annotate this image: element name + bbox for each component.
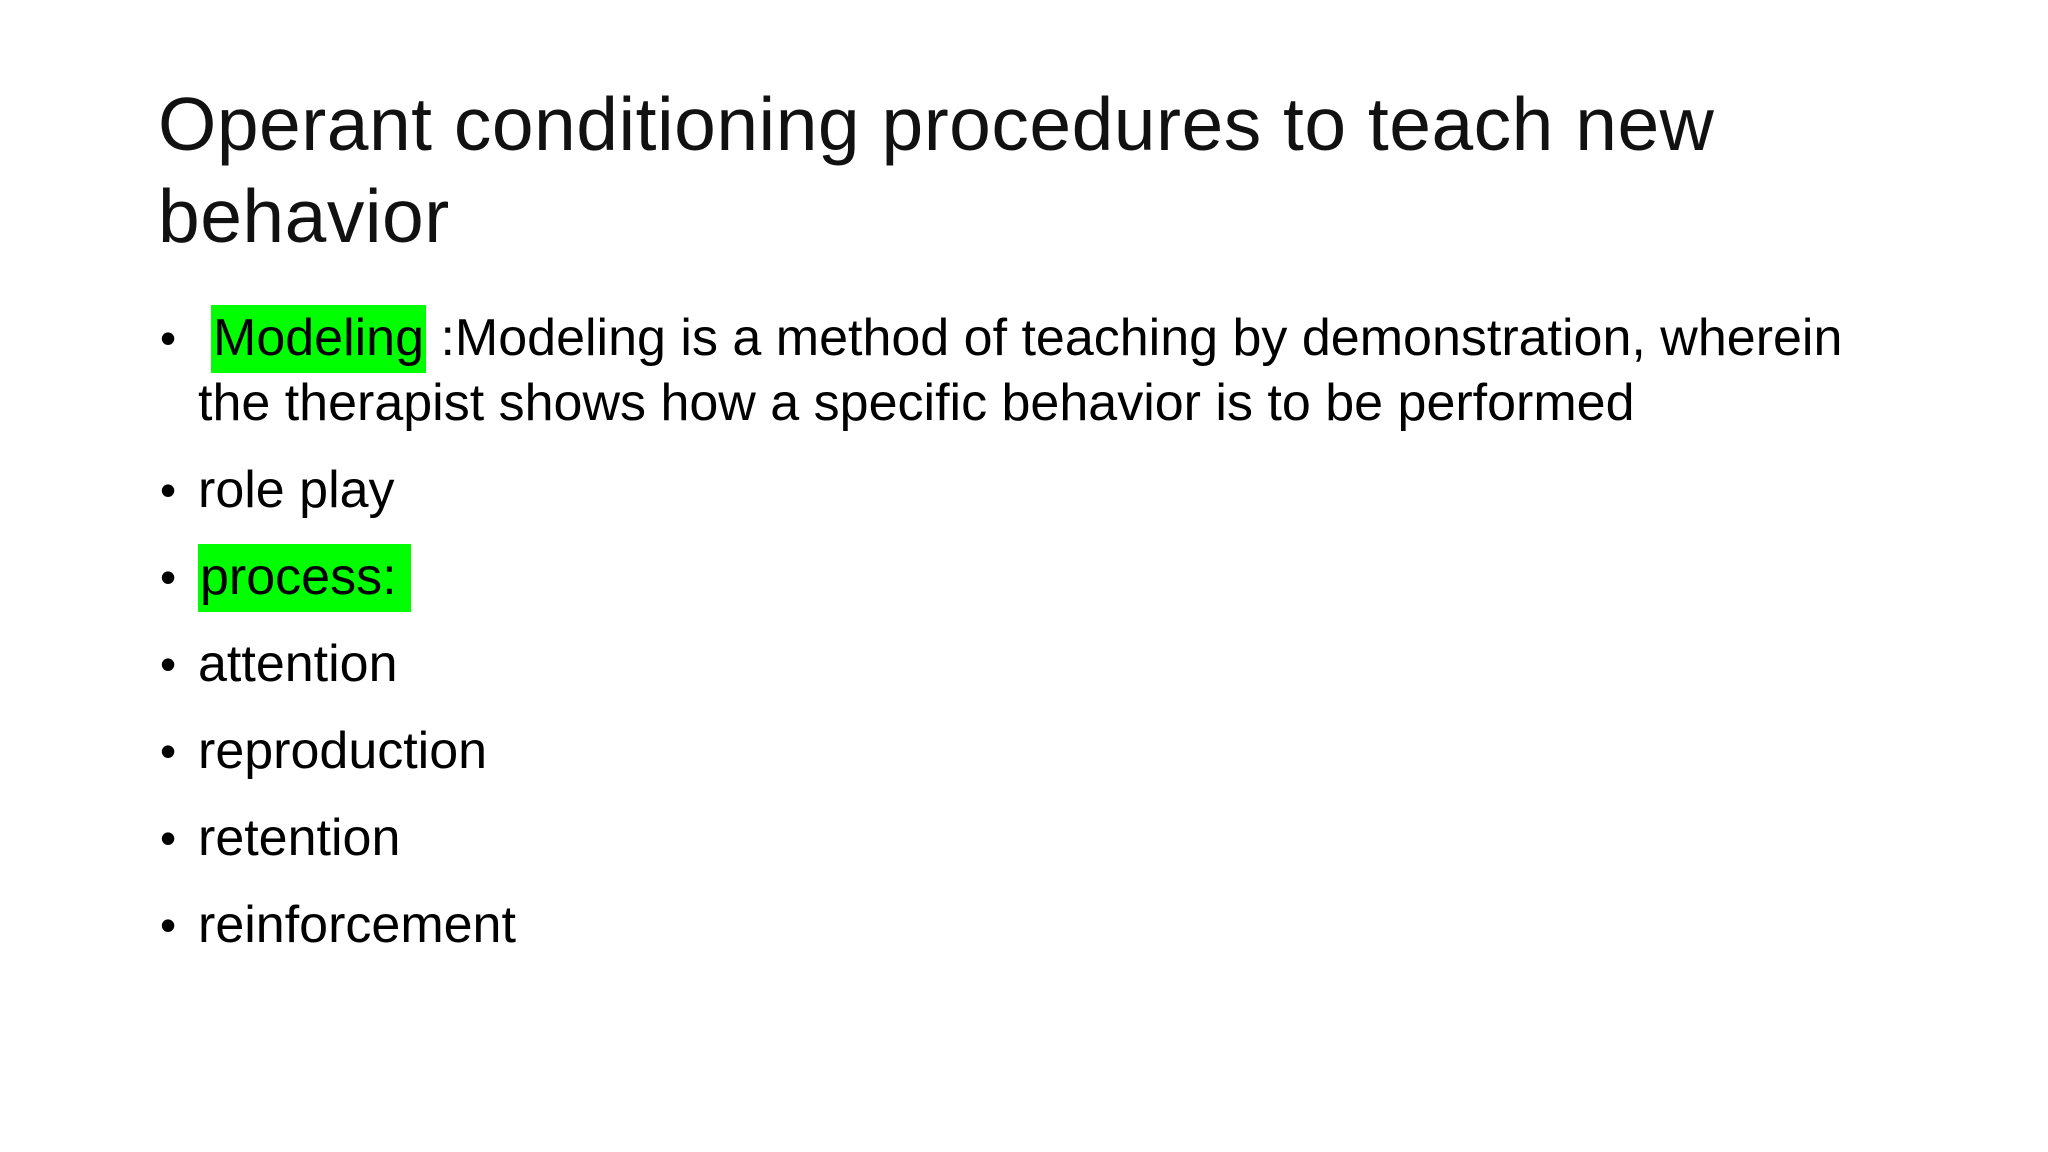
bullet-item-modeling xyxy=(158,306,1858,436)
bullet-text-reinforcement: reinforcement xyxy=(198,896,516,954)
bullet-item-process xyxy=(158,545,1858,610)
highlighted-term-modeling: Modeling xyxy=(211,305,426,373)
bullet-dot-icon: • xyxy=(160,551,177,603)
bullet-item-role-play xyxy=(158,458,1858,523)
bullet-dot-icon: • xyxy=(160,464,177,516)
bullet-item-attention xyxy=(158,632,1858,697)
bullet-item-reproduction xyxy=(158,719,1858,784)
bullet-text-attention: attention xyxy=(198,635,398,693)
bullet-text-role-play: role play xyxy=(198,461,395,519)
slide-title: Operant conditioning procedures to teach new behavior xyxy=(158,82,1715,258)
bullet-item-reinforcement xyxy=(158,893,1858,958)
bullet-dot-icon: • xyxy=(160,812,177,864)
bullet-dot-icon: • xyxy=(160,312,177,364)
bullet-text-retention: retention xyxy=(198,809,401,867)
bullet-item-retention xyxy=(158,806,1858,871)
bullet-text-reproduction: reproduction xyxy=(198,722,488,780)
bullet-dot-icon: • xyxy=(160,899,177,951)
highlighted-term-process: process: xyxy=(198,544,411,612)
bullet-dot-icon: • xyxy=(160,638,177,690)
bullet-dot-icon: • xyxy=(160,725,177,777)
bullet-text-modeling-definition: :Modeling is a method of teaching by demonstration, wherein the therapist shows how a specific behavior is to be performed xyxy=(198,309,1843,432)
bullet-list xyxy=(158,306,1858,980)
